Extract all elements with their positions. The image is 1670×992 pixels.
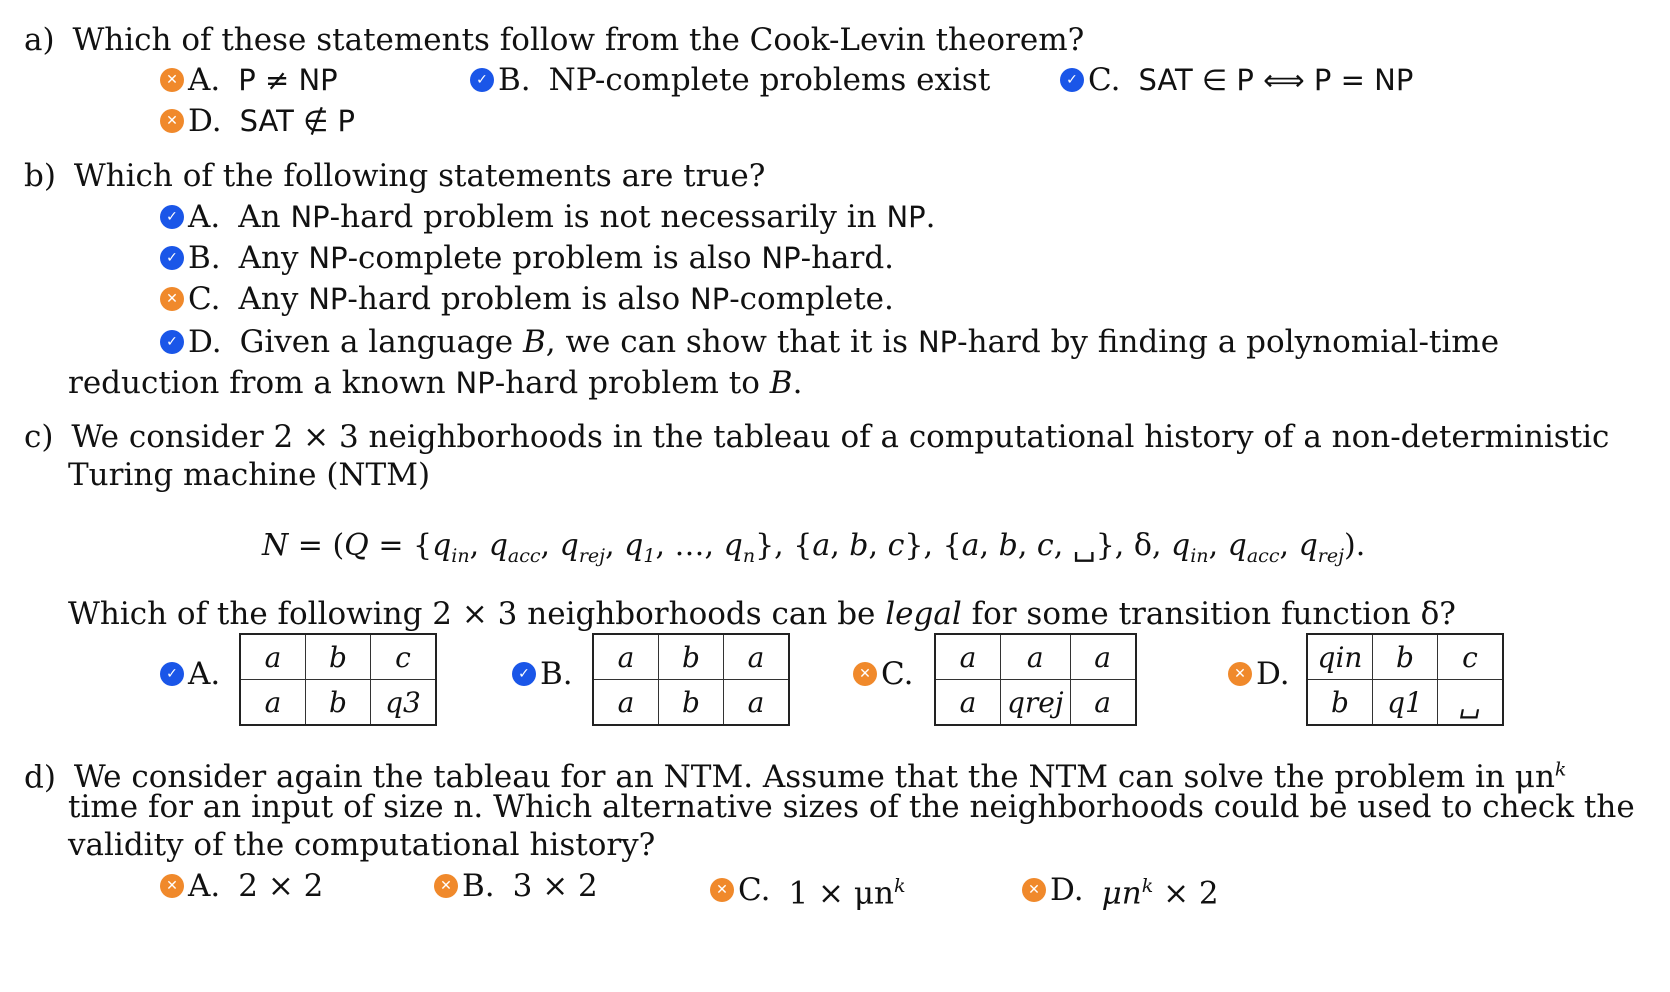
option-text: $1 \times \mu n^k$ — [788, 875, 906, 912]
option-text: An NP-hard problem is not necessarily in NP. — [238, 199, 936, 235]
neighborhood-table-B: a b a a b a — [592, 633, 790, 726]
option-letter: A. — [188, 656, 221, 692]
check-circle-icon: ✓ — [512, 662, 536, 686]
x-circle-icon: ✕ — [710, 878, 734, 902]
neighborhood-table-D: qin b c b q1 ␣ — [1306, 633, 1504, 726]
option-letter: B. — [498, 62, 531, 98]
x-circle-icon: ✕ — [160, 287, 184, 311]
option-c-A[interactable] — [160, 654, 220, 694]
question-b-label: b) — [24, 158, 56, 194]
option-letter: C. — [1088, 62, 1121, 98]
option-letter: D. — [1256, 656, 1290, 692]
option-text: $\mu n^k \times 2$ — [1101, 875, 1219, 912]
question-d-label: d) — [24, 759, 56, 796]
option-letter: B. — [188, 240, 221, 276]
option-letter: B. — [540, 656, 573, 692]
question-c-label: c) — [24, 419, 54, 455]
option-letter: A. — [188, 62, 221, 98]
option-text: SAT ∈ P ⟺ P = NP — [1138, 63, 1414, 97]
option-letter: C. — [188, 281, 221, 317]
question-c-text: Which of the following 2 × 3 neighborhoods can be legal for some transition function δ? — [68, 596, 1456, 632]
check-circle-icon: ✓ — [160, 330, 184, 354]
ntm-formula: $N = (Q = \{q_{in}$, $q_{acc}$, $q_{rej}$, $q_1$, …, $q_n$}, {a, b, c}, {a, b, c, ␣}, δ, $q_{in}$, $q_{acc}$, $q_{rej}$). — [262, 528, 1366, 567]
option-text: 3 × 2 — [512, 868, 598, 904]
option-letter: B. — [462, 868, 495, 904]
question-b-text: Which of the following statements are true? — [73, 158, 766, 194]
option-d-C[interactable] — [710, 866, 906, 913]
x-circle-icon: ✕ — [160, 68, 184, 92]
option-text-line1: Given a language B, we can show that it is NP-hard by finding a polynomial-time — [239, 324, 1500, 360]
x-circle-icon: ✕ — [853, 662, 877, 686]
option-text: P ≠ NP — [238, 63, 338, 97]
question-d-line1: We consider again the tableau for an NTM. Assume that the NTM can solve the problem in $\mu n^k$ — [73, 759, 1567, 796]
question-c-intro-2: Turing machine (NTM) — [68, 457, 431, 493]
option-text: SAT ∉ P — [239, 104, 356, 138]
option-a-A[interactable] — [160, 60, 338, 100]
question-d-line2: time for an input of size n. Which alternative sizes of the neighborhoods could be used to check the — [68, 789, 1635, 825]
question-a-text: Which of these statements follow from the Cook-Levin theorem? — [72, 22, 1085, 58]
neighborhood-table-A: a b c a b q3 — [239, 633, 437, 726]
option-text: 2 × 2 — [238, 868, 324, 904]
option-letter: D. — [1050, 871, 1084, 908]
option-c-C[interactable] — [853, 654, 913, 694]
check-circle-icon: ✓ — [470, 68, 494, 92]
option-letter: D. — [188, 324, 222, 360]
option-b-D-line2: reduction from a known NP-hard problem to B. — [68, 365, 803, 401]
option-d-A[interactable] — [160, 866, 323, 906]
option-b-B[interactable] — [160, 238, 894, 278]
option-text: NP-complete problems exist — [548, 62, 991, 98]
option-letter: A. — [188, 199, 221, 235]
option-text: Any NP-complete problem is also NP-hard. — [238, 240, 895, 276]
option-b-C[interactable] — [160, 279, 894, 319]
option-letter: D. — [188, 103, 222, 139]
x-circle-icon: ✕ — [1022, 878, 1046, 902]
neighborhood-table-C: a a a a qrej a — [934, 633, 1137, 726]
option-text: Any NP-hard problem is also NP-complete. — [238, 281, 894, 317]
option-d-D[interactable] — [1022, 866, 1219, 913]
question-c-intro-1: We consider 2 × 3 neighborhoods in the tableau of a computational history of a non-deterministic — [71, 419, 1610, 455]
option-a-B[interactable] — [470, 60, 990, 100]
x-circle-icon: ✕ — [434, 874, 458, 898]
option-d-B[interactable] — [434, 866, 598, 906]
option-letter: C. — [738, 871, 771, 908]
x-circle-icon: ✕ — [1228, 662, 1252, 686]
x-circle-icon: ✕ — [160, 874, 184, 898]
question-a — [24, 20, 1084, 60]
check-circle-icon: ✓ — [160, 205, 184, 229]
question-a-label: a) — [24, 22, 55, 58]
question-d-line3: validity of the computational history? — [68, 827, 656, 863]
check-circle-icon: ✓ — [1060, 68, 1084, 92]
option-c-B[interactable] — [512, 654, 573, 694]
option-letter: A. — [188, 868, 221, 904]
option-b-A[interactable] — [160, 197, 936, 237]
option-letter: C. — [881, 656, 914, 692]
question-b — [24, 156, 765, 196]
option-a-D[interactable] — [160, 101, 355, 141]
check-circle-icon: ✓ — [160, 662, 184, 686]
check-circle-icon: ✓ — [160, 246, 184, 270]
option-b-D[interactable] — [160, 322, 1499, 362]
option-a-C[interactable] — [1060, 60, 1413, 100]
option-c-D[interactable] — [1228, 654, 1290, 694]
x-circle-icon: ✕ — [160, 109, 184, 133]
question-c — [24, 417, 1609, 457]
